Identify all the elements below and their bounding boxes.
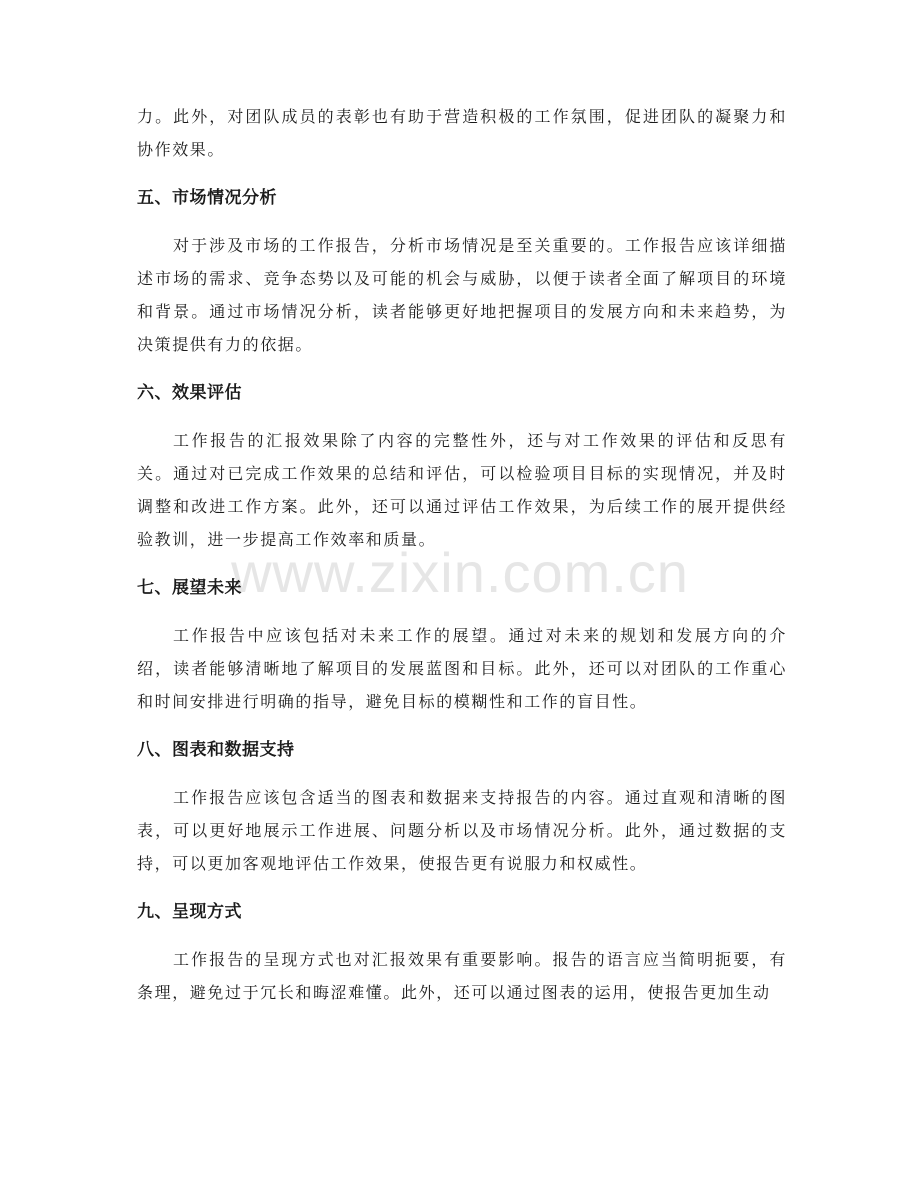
section-heading-charts-data: 八、图表和数据支持 xyxy=(137,740,295,760)
paragraph-future-outlook: 工作报告中应该包括对未来工作的展望。通过对未来的规划和发展方向的介绍，读者能够清晰地了解项目的发展蓝图和目标。此外，还可以对团队的工作重心和时间安排进行明确的指导，避免目标的模糊性和工作的盲目性。 xyxy=(137,626,787,711)
paragraph-charts-data: 工作报告应该包含适当的图表和数据来支持报告的内容。通过直观和清晰的图表，可以更好地展示工作进展、问题分析以及市场情况分析。此外，通过数据的支持，可以更加客观地评估工作效果，使报告更有说服力和权威性。 xyxy=(137,788,787,873)
paragraph-effect-evaluation: 工作报告的汇报效果除了内容的完整性外，还与对工作效果的评估和反思有关。通过对已完成工作效果的总结和评估，可以检验项目目标的实现情况，并及时调整和改进工作方案。此外，还可以通过评估工作效果，为后续工作的展开提供经验教训，进一步提高工作效率和质量。 xyxy=(137,431,787,549)
section-heading-market-analysis: 五、市场情况分析 xyxy=(137,188,277,208)
paragraph-presentation: 工作报告的呈现方式也对汇报效果有重要影响。报告的语言应当简明扼要，有条理，避免过于冗长和晦涩难懂。此外，还可以通过图表的运用，使报告更加生动 xyxy=(137,950,787,1002)
document-body xyxy=(137,100,787,1009)
watermark: www.zixin.com.cn xyxy=(231,541,689,604)
section-heading-effect-evaluation: 六、效果评估 xyxy=(137,383,242,403)
section-heading-future-outlook: 七、展望未来 xyxy=(137,578,242,598)
paragraph-market-analysis: 对于涉及市场的工作报告，分析市场情况是至关重要的。工作报告应该详细描述市场的需求、竞争态势以及可能的机会与威胁，以便于读者全面了解项目的环境和背景。通过市场情况分析，读者能够更好地把握项目的发展方向和未来趋势，为决策提供有力的依据。 xyxy=(137,236,787,354)
paragraph-continuation: 力。此外，对团队成员的表彰也有助于营造积极的工作氛围，促进团队的凝聚力和协作效果。 xyxy=(137,107,787,159)
section-heading-presentation: 九、呈现方式 xyxy=(137,902,242,922)
